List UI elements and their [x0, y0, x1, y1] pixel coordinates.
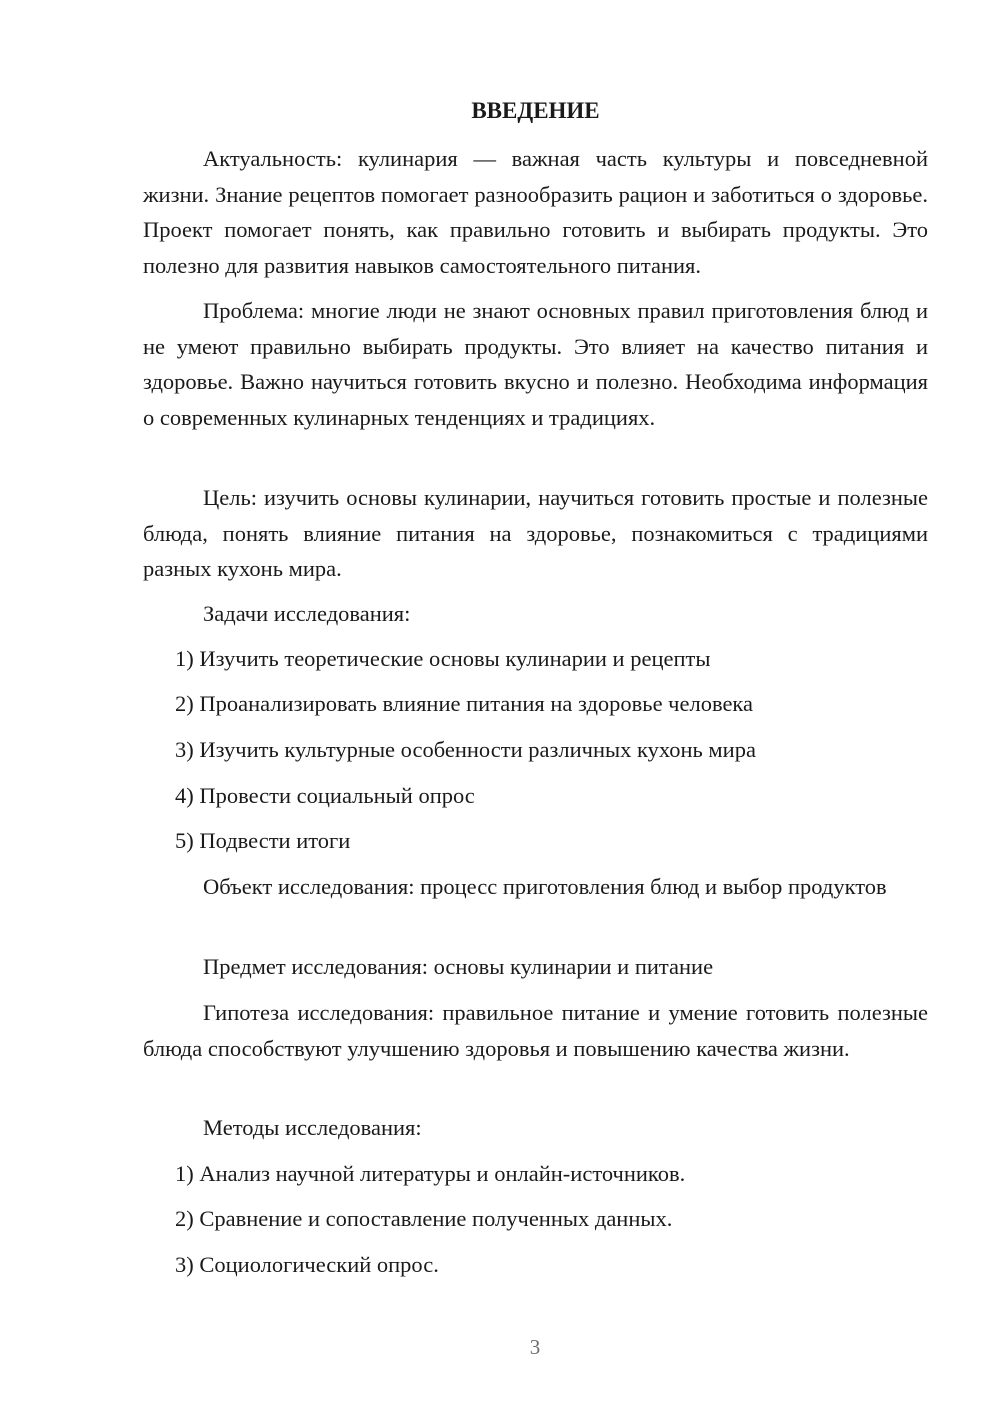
page-title: ВВЕДЕНИЕ: [471, 98, 600, 123]
relevance-paragraph: Актуальность: кулинария — важная часть культуры и повседневной жизни. Знание рецептов помогает разнообразить рацион и заботиться о здоровье. Проект помогает понять, как правильно готовить и выбирать продукты. Это полезно для развития навыков самостоятельного питания.: [143, 146, 928, 278]
method-item: 1) Анализ научной литературы и онлайн-источников.: [175, 1161, 686, 1186]
task-item: 3) Изучить культурные особенности различных кухонь мира: [175, 737, 756, 762]
page-number: 3: [529, 1335, 541, 1359]
methods-title: Методы исследования:: [203, 1115, 422, 1140]
tasks-title: Задачи исследования:: [203, 601, 411, 626]
subject-paragraph: Предмет исследования: основы кулинарии и питание: [203, 954, 714, 979]
task-item: 2) Проанализировать влияние питания на здоровье человека: [175, 691, 754, 716]
method-item: 2) Сравнение и сопоставление полученных данных.: [175, 1206, 673, 1231]
task-item: 5) Подвести итоги: [175, 828, 351, 853]
hypothesis-paragraph: Гипотеза исследования: правильное питание и умение готовить полезные блюда способствуют улучшению здоровья и повышению качества жизни.: [143, 1000, 928, 1061]
task-item: 4) Провести социальный опрос: [175, 783, 475, 808]
problem-paragraph: Проблема: многие люди не знают основных правил приготовления блюд и не умеют правильно выбирать продукты. Это влияет на качество питания и здоровье. Важно научиться готовить вкусно и полезно. Необходима информация о современных кулинарных тенденциях и традициях.: [143, 298, 928, 430]
task-item: 1) Изучить теоретические основы кулинарии и рецепты: [175, 646, 711, 671]
goal-paragraph: Цель: изучить основы кулинарии, научиться готовить простые и полезные блюда, понять влияние питания на здоровье, познакомиться с традициями разных кухонь мира.: [143, 485, 928, 581]
object-paragraph: Объект исследования: процесс приготовления блюд и выбор продуктов: [203, 874, 887, 899]
method-item: 3) Социологический опрос.: [175, 1252, 439, 1277]
